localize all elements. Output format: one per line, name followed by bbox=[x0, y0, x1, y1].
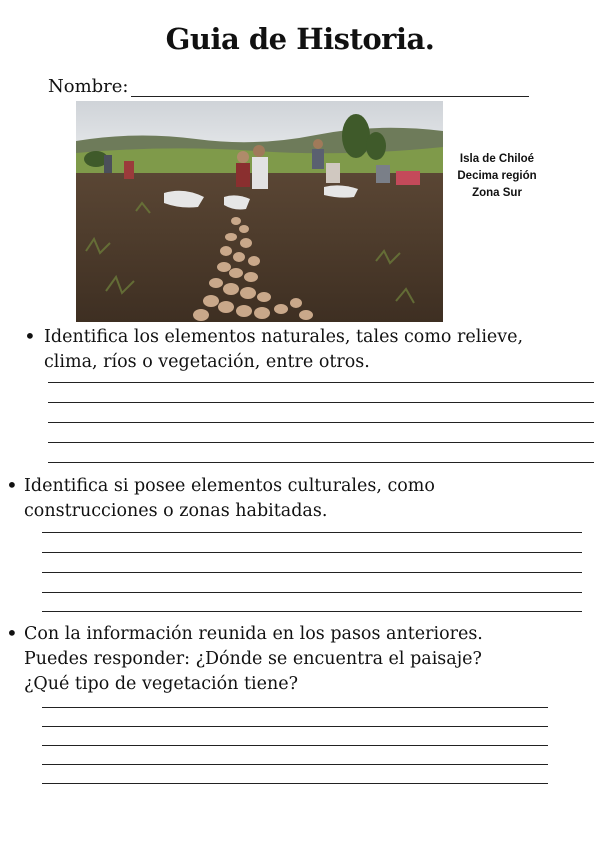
question-2-line-1: Identifica si posee elementos culturales, como bbox=[24, 476, 435, 496]
question-2-line-2: construcciones o zonas habitadas. bbox=[24, 501, 328, 521]
answer-line[interactable] bbox=[48, 402, 594, 403]
answer-line[interactable] bbox=[48, 382, 594, 383]
photo-caption bbox=[447, 151, 547, 202]
answer-line[interactable] bbox=[42, 532, 582, 533]
landscape-photo bbox=[76, 101, 443, 322]
question-3-line-1: Con la información reunida en los pasos anteriores. bbox=[24, 624, 483, 644]
caption-location: Isla de Chiloé bbox=[459, 153, 535, 165]
question-1-line-2: clima, ríos o vegetación, entre otros. bbox=[44, 352, 370, 372]
answer-line[interactable] bbox=[42, 552, 582, 553]
answer-line[interactable] bbox=[42, 572, 582, 573]
question-3-line-2: Puedes responder: ¿Dónde se encuentra el paisaje? bbox=[24, 649, 482, 669]
question-2 bbox=[6, 473, 435, 524]
answer-line[interactable] bbox=[48, 462, 594, 463]
bullet-icon: • bbox=[6, 473, 18, 497]
question-3 bbox=[6, 621, 483, 697]
caption-zone: Zona Sur bbox=[472, 187, 522, 199]
answer-line[interactable] bbox=[42, 764, 548, 765]
answer-line[interactable] bbox=[42, 726, 548, 727]
bullet-icon: • bbox=[24, 324, 36, 348]
potato-field-image bbox=[76, 101, 443, 322]
question-1 bbox=[24, 324, 524, 375]
answer-line[interactable] bbox=[42, 592, 582, 593]
name-label: Nombre: bbox=[48, 76, 129, 97]
caption-region: Decima región bbox=[457, 170, 537, 182]
answer-line[interactable] bbox=[42, 783, 548, 784]
name-input-line[interactable] bbox=[131, 78, 529, 97]
name-field-row bbox=[48, 76, 529, 97]
answer-line[interactable] bbox=[42, 611, 582, 612]
question-3-line-3: ¿Qué tipo de vegetación tiene? bbox=[24, 674, 299, 694]
bullet-icon: • bbox=[6, 621, 18, 645]
answer-line[interactable] bbox=[42, 707, 548, 708]
answer-line[interactable] bbox=[48, 442, 594, 443]
page-title: Guia de Historia. bbox=[165, 22, 435, 56]
question-1-line-1: Identifica los elementos naturales, tales como relieve, bbox=[44, 327, 524, 347]
answer-line[interactable] bbox=[48, 422, 594, 423]
answer-line[interactable] bbox=[42, 745, 548, 746]
